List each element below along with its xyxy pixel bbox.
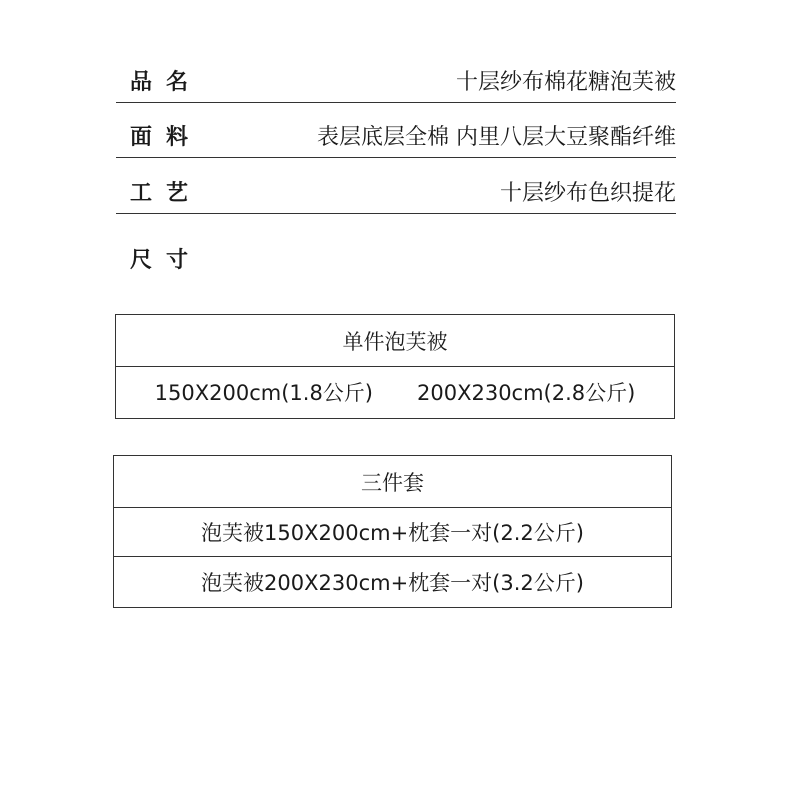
craft-value: 十层纱布色织提花 (499, 181, 676, 206)
three-piece-set-table (113, 455, 672, 608)
single-size-option: 200X230cm(2.8公斤) (417, 381, 636, 405)
product-name-value: 十层纱布棉花糖泡芙被 (455, 70, 676, 95)
three-piece-set-table-header: 三件套 (114, 456, 671, 508)
set-size-row: 泡芙被200X230cm+枕套一对(3.2公斤) (201, 570, 584, 595)
spec-row-size (116, 240, 676, 280)
single-quilt-size-table (115, 314, 675, 419)
product-name-label: 品名 (130, 70, 203, 95)
fabric-value: 表层底层全棉 内里八层大豆聚酯纤维 (317, 125, 676, 150)
spec-row-craft (116, 173, 676, 214)
set-size-row: 泡芙被150X200cm+枕套一对(2.2公斤) (114, 508, 671, 557)
fabric-label: 面料 (130, 125, 203, 150)
craft-label: 工艺 (130, 181, 203, 206)
spec-row-product-name (116, 62, 676, 103)
single-size-option: 150X200cm(1.8公斤) (154, 381, 373, 405)
spec-row-fabric (116, 117, 676, 158)
single-quilt-size-row (116, 367, 674, 417)
single-quilt-table-header: 单件泡芙被 (116, 315, 674, 367)
size-label: 尺寸 (130, 248, 203, 273)
